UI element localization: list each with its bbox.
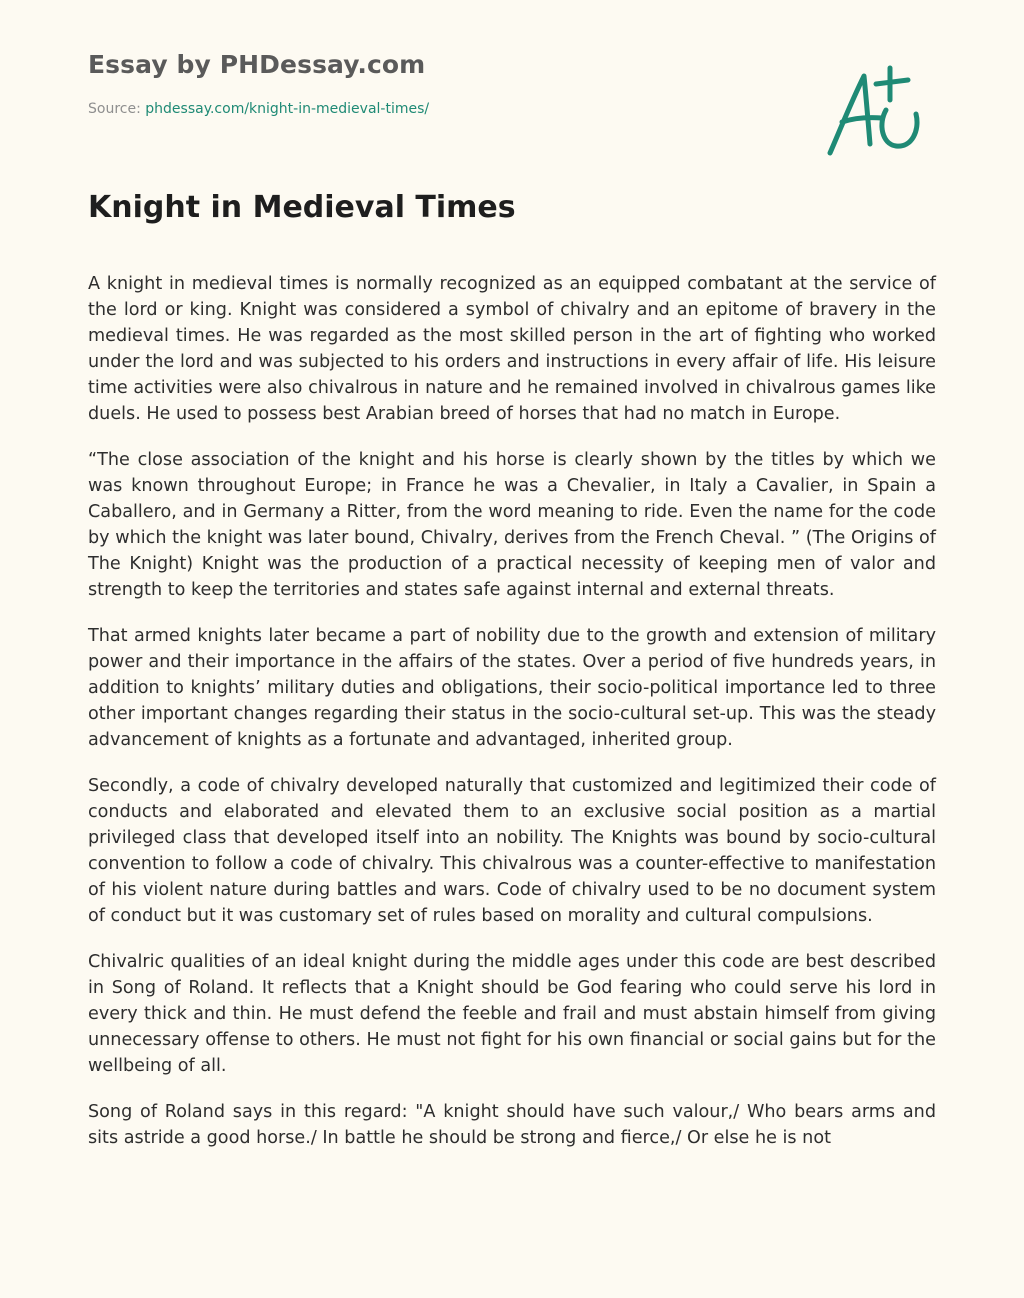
a-plus-icon [820,60,930,160]
source-link[interactable]: phdessay.com/knight-in-medieval-times/ [145,101,430,117]
source-label: Source: [88,101,146,117]
site-brand: Essay by PHDessay.com [88,50,426,79]
paragraph-1: A knight in medieval times is normally recognized as an equipped combatant at the service of the lord or king. Knight was considered a symbol of chivalry and an epitome of bravery in the medieval times. He was regarded as the most skilled person in the art of fighting who worked under the lord and was subjected to his orders and instructions in every affair of life. His leisure time activities were also chivalrous in nature and he remained involved in chivalrous games like duels. He used to possess best Arabian breed of horses that had no match in Europe. [88,274,936,424]
paragraph-3: That armed knights later became a part of nobility due to the growth and extension of military power and their importance in the affairs of the states. Over a period of five hundreds years, in addition to knights’ military duties and obligations, their socio-political importance led to three other important changes regarding their status in the socio-cultural set-up. This was the steady advancement of knights as a fortunate and advantaged, inherited group. [88,626,936,750]
paragraph-2: “The close association of the knight and his horse is clearly shown by the titles by which we was known throughout Europe; in France he was a Chevalier, in Italy a Cavalier, in Spain a Caballero, and in Germany a Ritter, from the word meaning to ride. Even the name for the code by which the knight was later bound, Chivalry, derives from the French Cheval. ” (The Origins of The Knight) Knight was the production of a practical necessity of keeping men of valor and strength to keep the territories and states safe against internal and external threats. [88,450,936,600]
paragraph-6: Song of Roland says in this regard: "A knight should have such valour,/ Who bears arms and sits astride a good horse./ In battle he should be strong and fierce,/ Or else he is not [88,1102,936,1148]
paragraph-4: Secondly, a code of chivalry developed naturally that customized and legitimized their code of conducts and elaborated and elevated them to an exclusive social position as a martial privileged class that developed itself into an nobility. The Knights was bound by socio-cultural convention to follow a code of chivalry. This chivalrous was a counter-effective to manifestation of his violent nature during battles and wars. Code of chivalry used to be no document system of conduct but it was customary set of rules based on morality and cultural compulsions. [88,776,936,926]
article-body [88,271,936,1171]
paragraph-5: Chivalric qualities of an ideal knight during the middle ages under this code are best described in Song of Roland. It reflects that a Knight should be God fearing who could serve his lord in every thick and thin. He must defend the feeble and frail and must abstain himself from giving unnecessary offense to others. He must not fight for his own financial or social gains but for the wellbeing of all. [88,952,936,1076]
source-line [88,101,429,117]
article-title: Knight in Medieval Times [88,190,516,225]
